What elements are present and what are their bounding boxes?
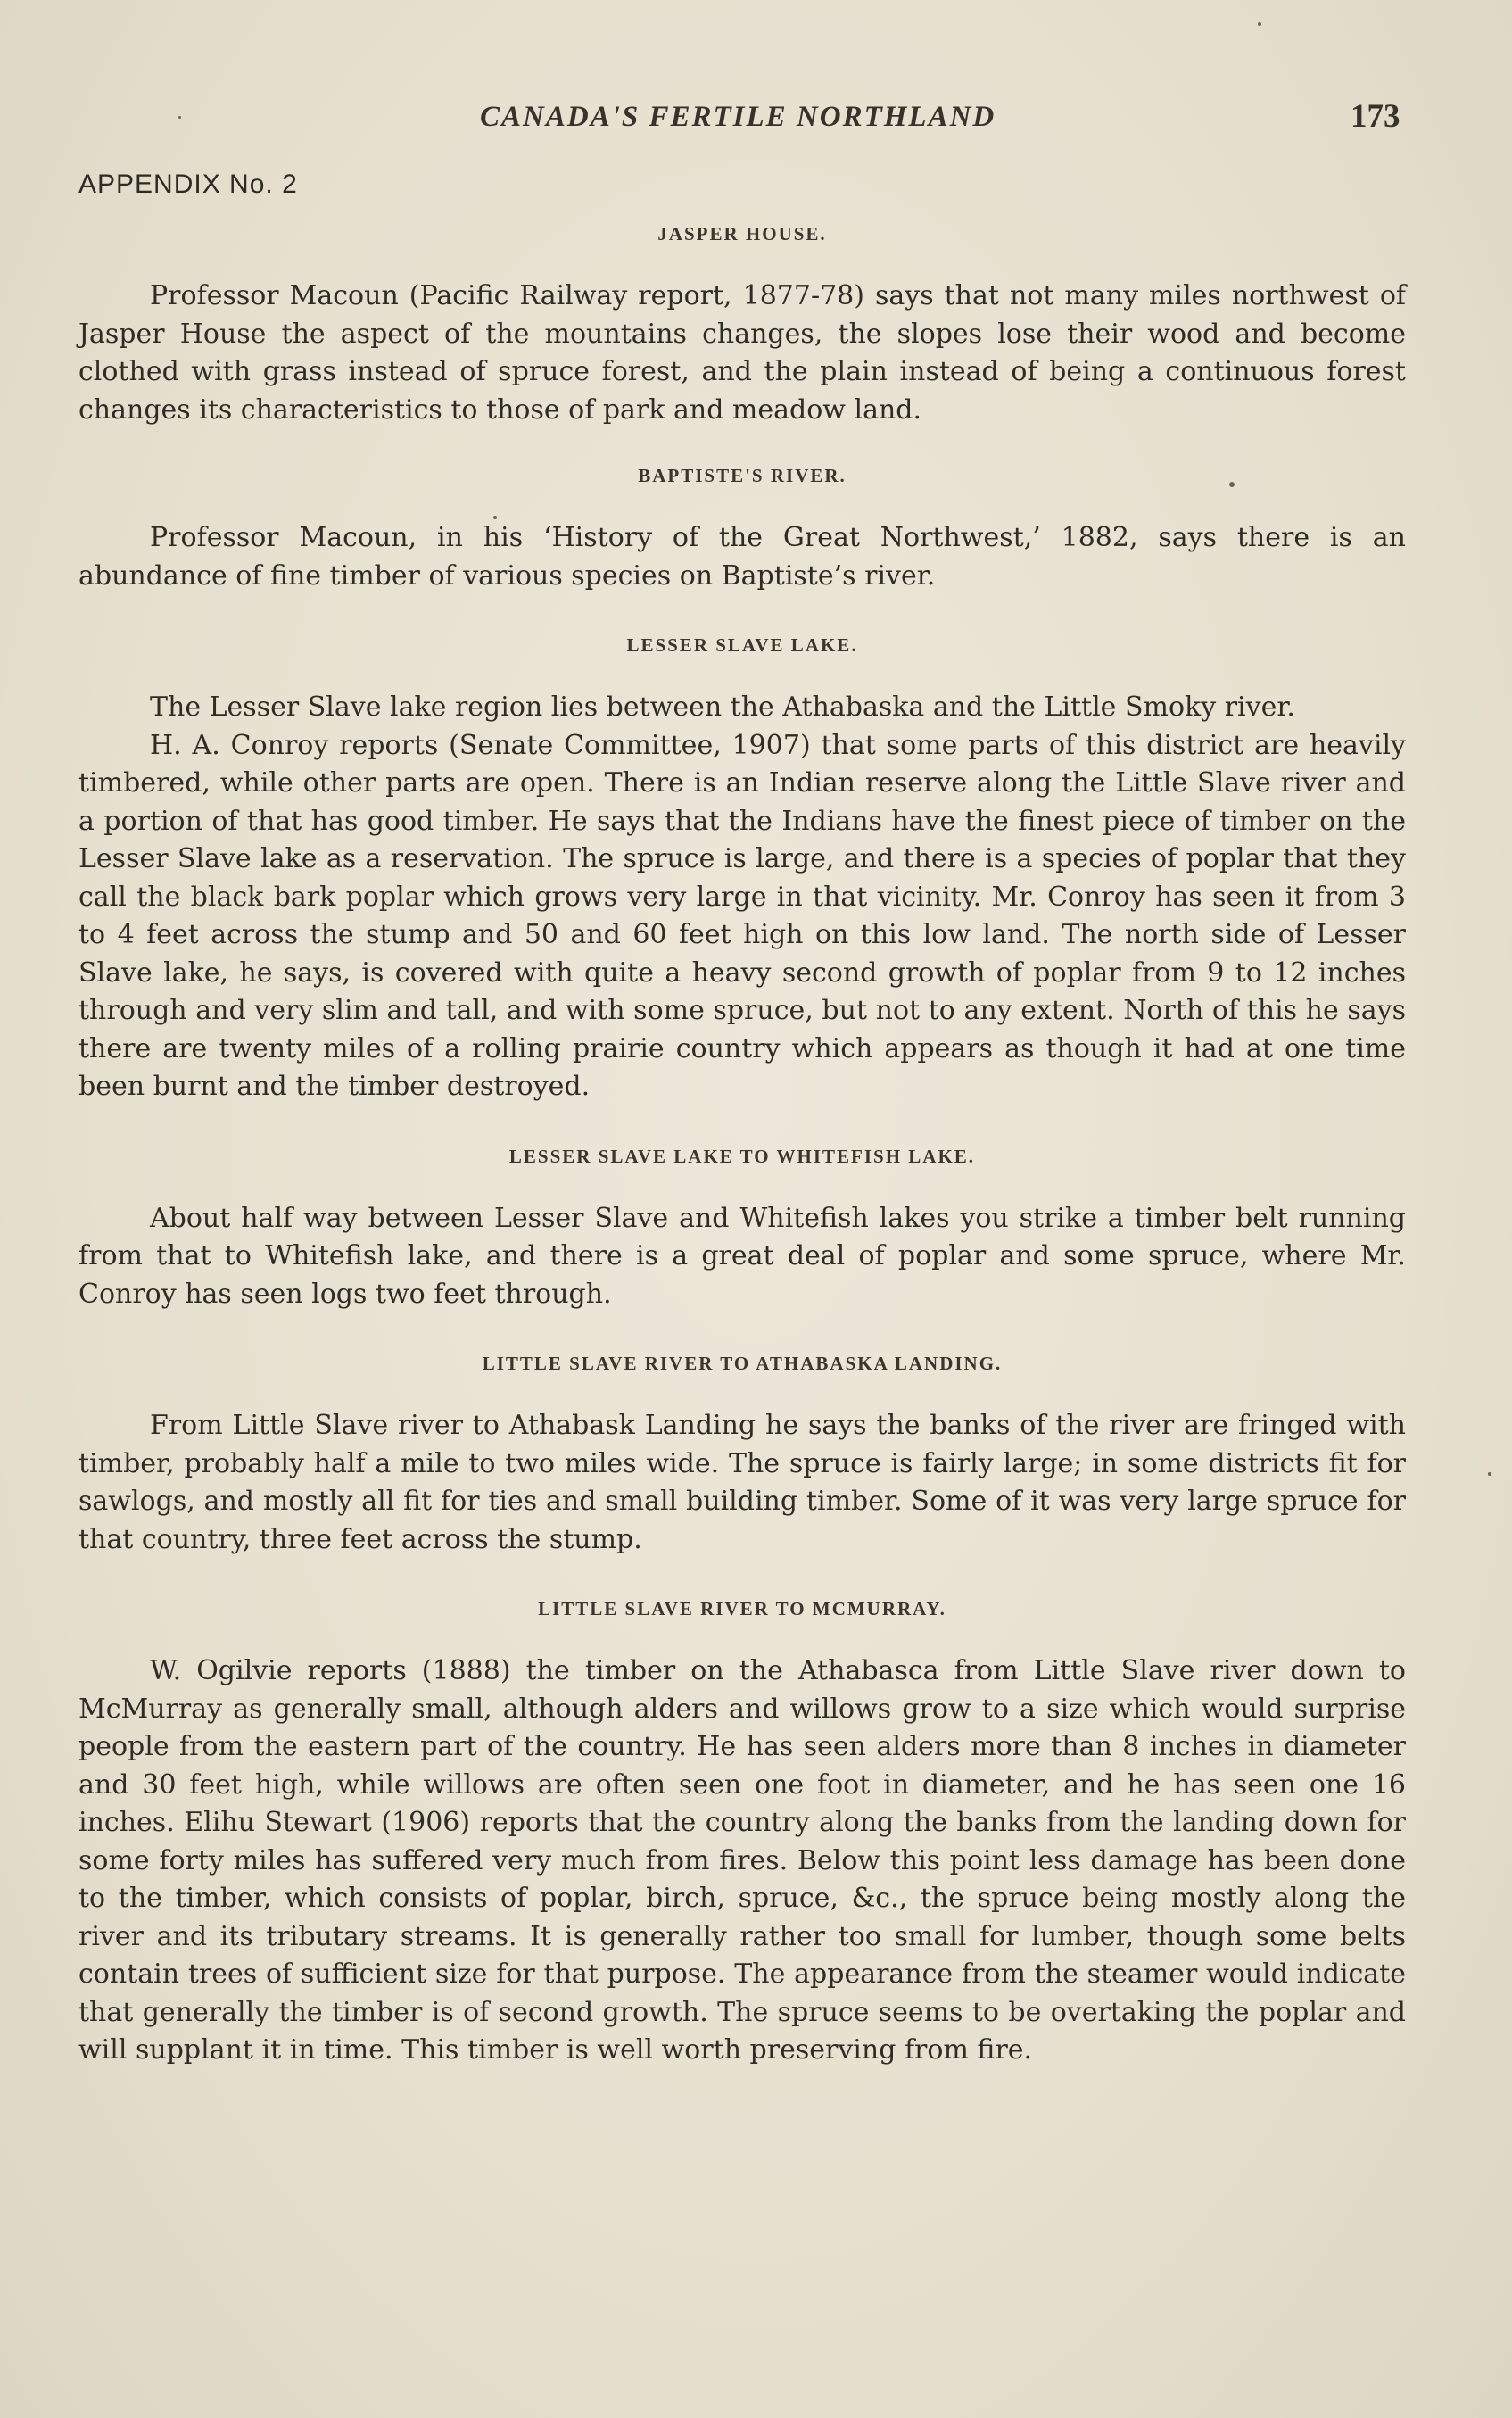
running-title: CANADA'S FERTILE NORTHLAND xyxy=(480,101,996,133)
section-heading: LESSER SLAVE LAKE TO WHITEFISH LAKE. xyxy=(508,1145,976,1167)
paper-speck xyxy=(493,516,497,519)
section-lesser-slave-lake xyxy=(78,634,1406,1106)
section-jasper-house xyxy=(78,223,1406,429)
page-number: 173 xyxy=(1351,98,1400,135)
paragraph: From Little Slave river to Athabask Landing he says the banks of the river are fringed with timber, probably half a mile to two miles wide. The spruce is fairly large; in some districts fit for sawlogs, and mostly all fit for ties and small building timber. Some of it was very large spruce for that country, three feet across the stump. xyxy=(78,1410,1406,1555)
section-little-slave-to-athabaska-landing xyxy=(78,1353,1406,1559)
section-heading: LITTLE SLAVE RIVER TO ATHABASKA LANDING. xyxy=(482,1353,1003,1374)
paper-speck xyxy=(178,116,181,119)
section-little-slave-to-mcmurray xyxy=(78,1598,1406,2070)
section-lesser-slave-to-whitefish xyxy=(78,1146,1406,1314)
section-heading: LESSER SLAVE LAKE. xyxy=(626,634,858,656)
paragraph: The Lesser Slave lake region lies between the Athabaska and the Little Smoky river. xyxy=(150,691,1295,723)
paragraph: H. A. Conroy reports (Senate Committee, 1907) that some parts of this district are heavily timbered, while other parts are open. There is an Indian reserve along the Little Slave river and a portion of that has good timber. He says that the Indians have the finest piece of timber on the Lesser Slave lake as a reservation. The spruce is large, and there is a species of poplar that they call the black bark poplar which grows very large in that vicinity. Mr. Conroy has seen it from 3 to 4 feet across the stump and 50 and 60 feet high on this low land. The north side of Lesser Slave lake, he says, is covered with quite a heavy second growth of poplar from 9 to 12 inches through and very slim and tall, and with some spruce, but not to any extent. North of this he says there are twenty miles of a rolling prairie country which appears as though it had at one time been burnt and the timber destroyed. xyxy=(78,729,1406,1102)
paper-speck xyxy=(1229,482,1235,487)
paragraph: W. Ogilvie reports (1888) the timber on the Athabasca from Little Slave river down to McMurray as generally small, although alders and willows grow to a size which would surprise people from the eastern part of the country. He has seen alders more than 8 inches in diameter and 30 feet high, while willows are often seen one foot in diameter, and he has seen one 16 inches. Elihu Stewart (1906) reports that the country along the banks from the landing down for some forty miles has suffered very much from fires. Below this point less damage has been done to the timber, which consists of poplar, birch, spruce, &c., the spruce being mostly along the river and its tributary streams. It is generally rather too small for lumber, though some belts contain trees of sufficient size for that purpose. The appearance from the steamer would indicate that generally the timber is of second growth. The spruce seems to be overtaking the poplar and will supplant it in time. This timber is well worth preserving from fire. xyxy=(78,1655,1406,2066)
section-heading: JASPER HOUSE. xyxy=(657,223,827,244)
page-body xyxy=(78,223,1406,2070)
section-heading: BAPTISTE'S RIVER. xyxy=(638,465,847,486)
section-baptistes-river xyxy=(78,465,1406,595)
paper-speck xyxy=(1488,1472,1491,1476)
paper-speck xyxy=(1258,22,1261,26)
paragraph: Professor Macoun, in his ‘History of the Great Northwest,’ 1882, says there is an abundance of fine timber of various species on Baptiste’s river. xyxy=(78,522,1406,592)
running-head xyxy=(0,98,1512,137)
section-heading: LITTLE SLAVE RIVER TO MCMURRAY. xyxy=(538,1598,946,1619)
paragraph: Professor Macoun (Pacific Railway report, 1877-78) says that not many miles northwest of Jasper House the aspect of the mountains changes, the slopes lose their wood and become clothed with grass instead of spruce forest, and the plain instead of being a continuous forest changes its characteristics to those of park and meadow land. xyxy=(78,280,1406,426)
appendix-label: APPENDIX No. 2 xyxy=(78,170,298,199)
paragraph: About half way between Lesser Slave and Whitefish lakes you strike a timber belt running from that to Whitefish lake, and there is a great deal of poplar and some spruce, where Mr. Conroy has seen logs two feet through. xyxy=(78,1202,1406,1310)
